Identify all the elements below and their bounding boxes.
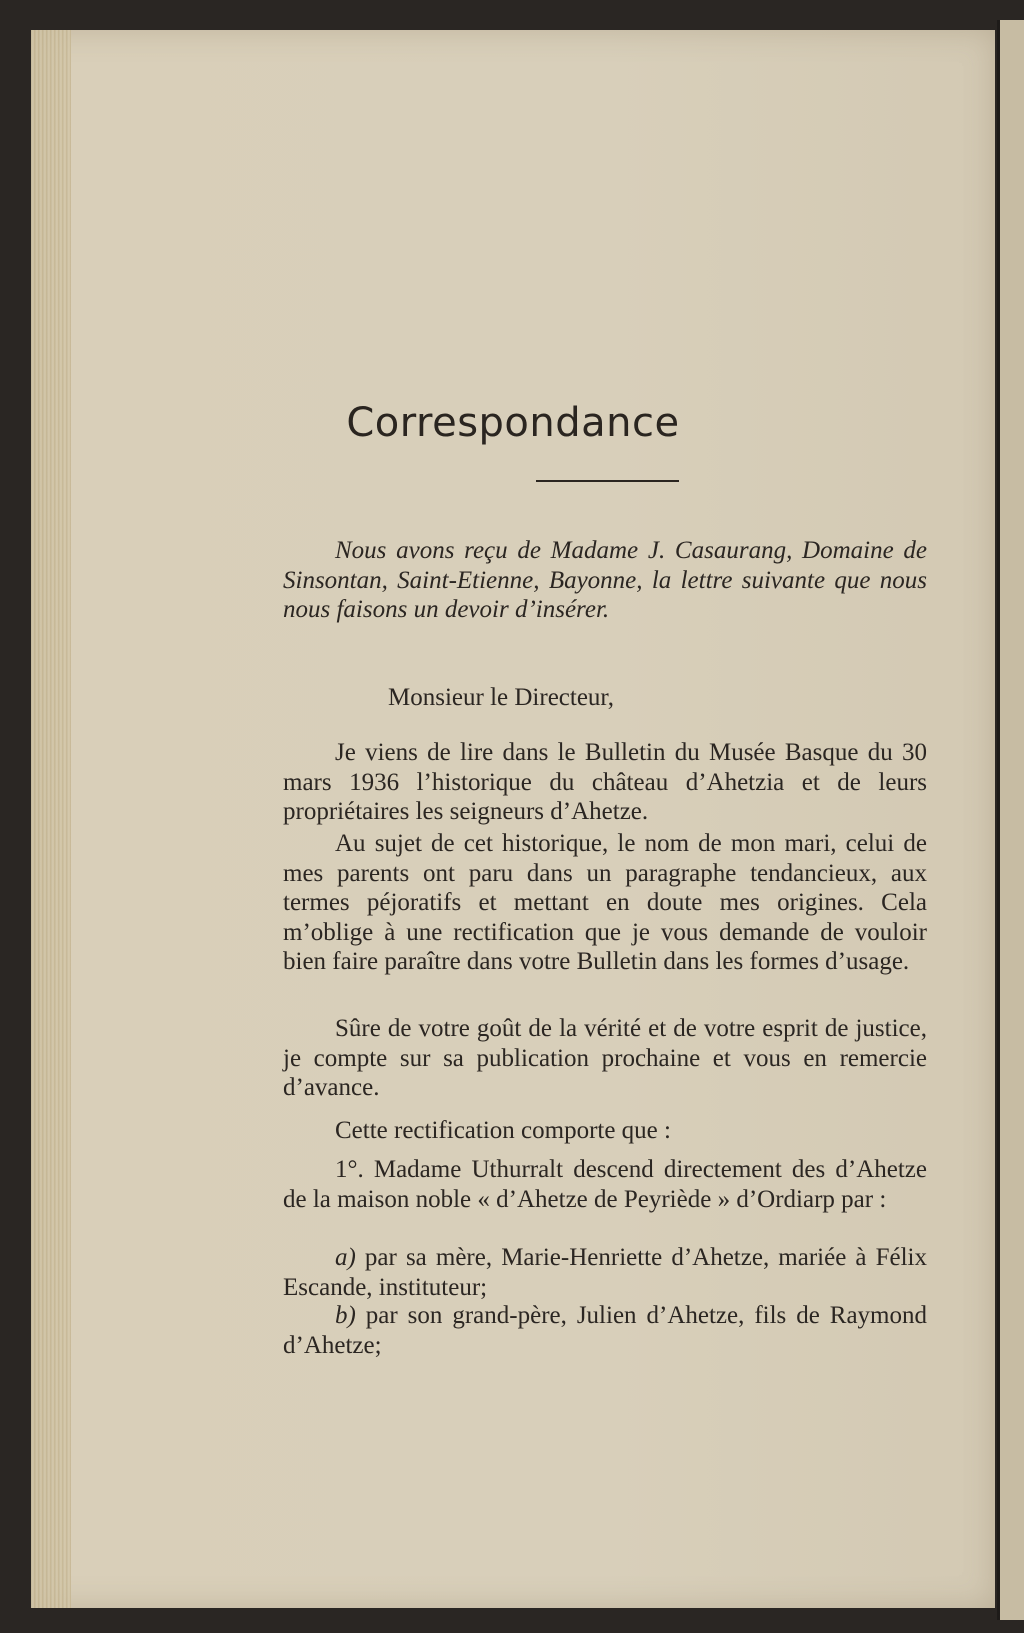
- page-edges: [31, 30, 71, 1608]
- facing-page-edge: [997, 20, 1024, 1620]
- item-a-text: par sa mère, Marie-Henriette d’Ahetze, mariée à Félix Escande, instituteur;: [283, 1244, 927, 1301]
- item-a-label: a): [335, 1244, 356, 1271]
- salutation: Monsieur le Directeur,: [388, 684, 615, 711]
- page-title: Correspondance: [346, 400, 680, 446]
- paragraph-5: 1°. Madame Uthurralt descend directement des d’Ahetze de la maison noble « d’Ahetze de Peyriède » d’Ordiarp par :: [283, 1156, 927, 1213]
- paragraph-4: Cette rectification comporte que :: [335, 1117, 671, 1144]
- item-b-text: par son grand-père, Julien d’Ahetze, fils de Raymond d’Ahetze;: [283, 1302, 927, 1359]
- paragraph-3: Sûre de votre goût de la vérité et de votre esprit de justice, je compte sur sa publication prochaine et vous en remercie d’avance.: [283, 1015, 927, 1101]
- title-rule: [536, 480, 679, 482]
- paragraph-1: Je viens de lire dans le Bulletin du Musée Basque du 30 mars 1936 l’historique du château d’Ahetzia et de leurs propriétaires les seigneurs d’Ahetze.: [283, 739, 927, 825]
- item-b-label: b): [335, 1302, 356, 1329]
- intro-paragraph: Nous avons reçu de Madame J. Casaurang, Domaine de Sinsontan, Saint-Etienne, Bayonne, la lettre suivante que nous nous faisons un devoir d’insérer.: [283, 537, 927, 623]
- paragraph-2: Au sujet de cet historique, le nom de mon mari, celui de mes parents ont paru dans un paragraphe tendancieux, aux termes péjoratifs et mettant en doute mes origines. Cela m’oblige à une rectification que je vous demande de vouloir bien faire paraître dans votre Bulletin dans les formes d’usage.: [283, 830, 927, 975]
- item-b: [283, 1301, 927, 1360]
- item-a: [283, 1243, 927, 1302]
